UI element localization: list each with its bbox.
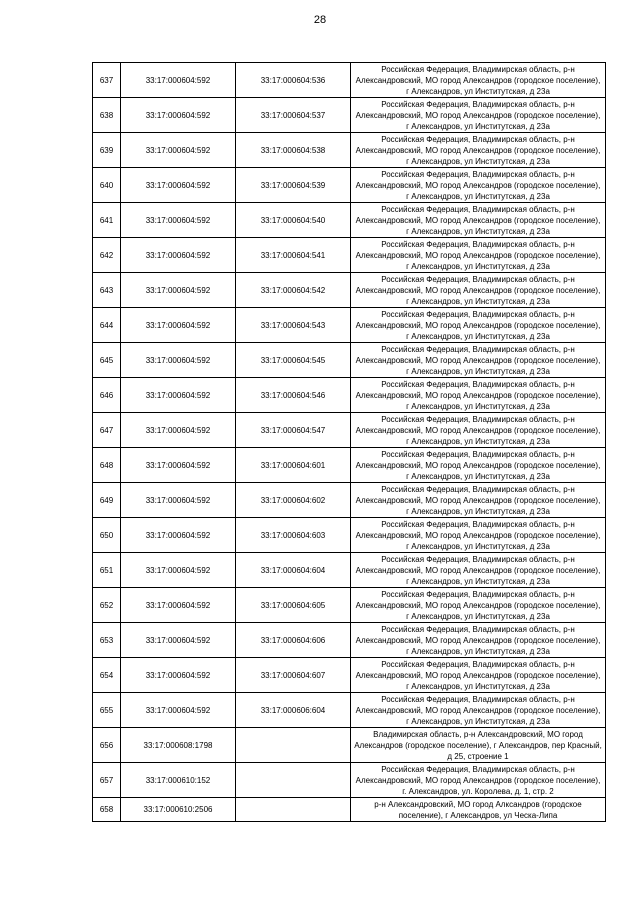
cadastral-number: 33:17:000604:543 <box>236 308 351 343</box>
row-number: 656 <box>93 728 121 763</box>
parent-cadastral-number: 33:17:000604:592 <box>121 203 236 238</box>
table-row <box>93 553 606 588</box>
table-row <box>93 588 606 623</box>
cadastral-number: 33:17:000604:542 <box>236 273 351 308</box>
table-row <box>93 658 606 693</box>
address-cell: Российская Федерация, Владимирская область, р-н Александровский, МО город Александров (городское поселение), г Александров, ул Институтская, д 23а <box>351 98 606 133</box>
table-row <box>93 133 606 168</box>
parent-cadastral-number: 33:17:000604:592 <box>121 413 236 448</box>
table-row <box>93 168 606 203</box>
address-cell: Российская Федерация, Владимирская область, р-н Александровский, МО город Александров (городское поселение), г Александров, ул Институтская, д 23а <box>351 483 606 518</box>
address-cell: Российская Федерация, Владимирская область, р-н Александровский, МО город Александров (городское поселение), г Александров, ул Институтская, д 23а <box>351 693 606 728</box>
parent-cadastral-number: 33:17:000604:592 <box>121 588 236 623</box>
table-row <box>93 343 606 378</box>
cadastral-number <box>236 728 351 763</box>
table-row <box>93 238 606 273</box>
cadastral-number: 33:17:000604:538 <box>236 133 351 168</box>
address-cell: Российская Федерация, Владимирская область, р-н Александровский, МО город Александров (городское поселение), г Александров, ул Институтская, д 23а <box>351 658 606 693</box>
table-row <box>93 623 606 658</box>
row-number: 654 <box>93 658 121 693</box>
parent-cadastral-number: 33:17:000604:592 <box>121 448 236 483</box>
cadastral-number: 33:17:000604:606 <box>236 623 351 658</box>
parent-cadastral-number: 33:17:000604:592 <box>121 133 236 168</box>
registry-table <box>92 62 606 822</box>
table-row <box>93 98 606 133</box>
address-cell: Российская Федерация, Владимирская область, р-н Александровский, МО город Александров (городское поселение), г Александров, ул Институтская, д 23а <box>351 168 606 203</box>
parent-cadastral-number: 33:17:000604:592 <box>121 343 236 378</box>
row-number: 643 <box>93 273 121 308</box>
cadastral-number: 33:17:000604:605 <box>236 588 351 623</box>
row-number: 639 <box>93 133 121 168</box>
row-number: 642 <box>93 238 121 273</box>
address-cell: Российская Федерация, Владимирская область, р-н Александровский, МО город Александров (городское поселение), г Александров, ул Институтская, д 23а <box>351 588 606 623</box>
parent-cadastral-number: 33:17:000604:592 <box>121 168 236 203</box>
cadastral-number: 33:17:000604:603 <box>236 518 351 553</box>
address-cell: Российская Федерация, Владимирская область, р-н Александровский, МО город Александров (городское поселение), г Александров, ул Институтская, д 23а <box>351 518 606 553</box>
row-number: 649 <box>93 483 121 518</box>
address-cell: Владимирская область, р-н Александровский, МО город Александров (городское поселение), г Александров, пер Красный, д 25, строение 1 <box>351 728 606 763</box>
parent-cadastral-number: 33:17:000604:592 <box>121 273 236 308</box>
row-number: 651 <box>93 553 121 588</box>
parent-cadastral-number: 33:17:000604:592 <box>121 518 236 553</box>
parent-cadastral-number: 33:17:000604:592 <box>121 658 236 693</box>
table-row <box>93 483 606 518</box>
parent-cadastral-number: 33:17:000604:592 <box>121 238 236 273</box>
row-number: 646 <box>93 378 121 413</box>
address-cell: Российская Федерация, Владимирская область, р-н Александровский, МО город Александров (городское поселение), г Александров, ул Институтская, д 23а <box>351 133 606 168</box>
parent-cadastral-number: 33:17:000604:592 <box>121 483 236 518</box>
row-number: 658 <box>93 798 121 822</box>
address-cell: Российская Федерация, Владимирская область, р-н Александровский, МО город Александров (городское поселение), г Александров, ул Институтская, д 23а <box>351 413 606 448</box>
cadastral-number: 33:17:000604:602 <box>236 483 351 518</box>
table-row <box>93 203 606 238</box>
table-row <box>93 273 606 308</box>
table-row <box>93 63 606 98</box>
cadastral-number: 33:17:000604:601 <box>236 448 351 483</box>
row-number: 655 <box>93 693 121 728</box>
cadastral-number: 33:17:000604:537 <box>236 98 351 133</box>
table-row <box>93 763 606 798</box>
address-cell: р-н Александровский, МО город Алксандров (городское поселение), г Александров, ул Ческа-Липа <box>351 798 606 822</box>
row-number: 657 <box>93 763 121 798</box>
address-cell: Российская Федерация, Владимирская область, р-н Александровский, МО город Александров (городское поселение), г Александров, ул Институтская, д 23а <box>351 378 606 413</box>
table-row <box>93 728 606 763</box>
row-number: 640 <box>93 168 121 203</box>
cadastral-number: 33:17:000604:547 <box>236 413 351 448</box>
table-row <box>93 518 606 553</box>
parent-cadastral-number: 33:17:000610:152 <box>121 763 236 798</box>
address-cell: Российская Федерация, Владимирская область, р-н Александровский, МО город Александров (городское поселение), г Александров, ул Институтская, д 23а <box>351 553 606 588</box>
row-number: 644 <box>93 308 121 343</box>
cadastral-number <box>236 798 351 822</box>
row-number: 653 <box>93 623 121 658</box>
registry-table-body <box>93 63 606 822</box>
row-number: 652 <box>93 588 121 623</box>
table-row <box>93 693 606 728</box>
address-cell: Российская Федерация, Владимирская область, р-н Александровский, МО город Александров (городское поселение), г Александров, ул Институтская, д 23а <box>351 623 606 658</box>
row-number: 647 <box>93 413 121 448</box>
parent-cadastral-number: 33:17:000604:592 <box>121 308 236 343</box>
cadastral-number: 33:17:000606:604 <box>236 693 351 728</box>
row-number: 645 <box>93 343 121 378</box>
address-cell: Российская Федерация, Владимирская область, р-н Александровский, МО город Александров (городское поселение), г Александров, ул Институтская, д 23а <box>351 273 606 308</box>
parent-cadastral-number: 33:17:000608:1798 <box>121 728 236 763</box>
table-row <box>93 378 606 413</box>
address-cell: Российская Федерация, Владимирская область, р-н Александровский, МО город Александров (городское поселение), г Александров, ул Институтская, д 23а <box>351 203 606 238</box>
parent-cadastral-number: 33:17:000604:592 <box>121 98 236 133</box>
address-cell: Российская Федерация, Владимирская область, р-н Александровский, МО город Александров (городское поселение), г Александров, ул Институтская, д 23а <box>351 343 606 378</box>
cadastral-number: 33:17:000604:539 <box>236 168 351 203</box>
cadastral-number: 33:17:000604:536 <box>236 63 351 98</box>
row-number: 637 <box>93 63 121 98</box>
parent-cadastral-number: 33:17:000604:592 <box>121 553 236 588</box>
address-cell: Российская Федерация, Владимирская область, р-н Александровский, МО город Александров (городское поселение), г. Александров, ул. Королева, д. 1, стр. 2 <box>351 763 606 798</box>
address-cell: Российская Федерация, Владимирская область, р-н Александровский, МО город Александров (городское поселение), г Александров, ул Институтская, д 23а <box>351 238 606 273</box>
row-number: 650 <box>93 518 121 553</box>
row-number: 641 <box>93 203 121 238</box>
parent-cadastral-number: 33:17:000610:2506 <box>121 798 236 822</box>
table-row <box>93 413 606 448</box>
cadastral-number: 33:17:000604:540 <box>236 203 351 238</box>
address-cell: Российская Федерация, Владимирская область, р-н Александровский, МО город Александров (городское поселение), г Александров, ул Институтская, д 23а <box>351 63 606 98</box>
cadastral-number: 33:17:000604:546 <box>236 378 351 413</box>
parent-cadastral-number: 33:17:000604:592 <box>121 378 236 413</box>
table-row <box>93 448 606 483</box>
table-row <box>93 798 606 822</box>
cadastral-number <box>236 763 351 798</box>
parent-cadastral-number: 33:17:000604:592 <box>121 693 236 728</box>
cadastral-number: 33:17:000604:604 <box>236 553 351 588</box>
address-cell: Российская Федерация, Владимирская область, р-н Александровский, МО город Александров (городское поселение), г Александров, ул Институтская, д 23а <box>351 308 606 343</box>
row-number: 648 <box>93 448 121 483</box>
address-cell: Российская Федерация, Владимирская область, р-н Александровский, МО город Александров (городское поселение), г Александров, ул Институтская, д 23а <box>351 448 606 483</box>
cadastral-number: 33:17:000604:541 <box>236 238 351 273</box>
row-number: 638 <box>93 98 121 133</box>
parent-cadastral-number: 33:17:000604:592 <box>121 63 236 98</box>
parent-cadastral-number: 33:17:000604:592 <box>121 623 236 658</box>
table-row <box>93 308 606 343</box>
cadastral-number: 33:17:000604:607 <box>236 658 351 693</box>
cadastral-number: 33:17:000604:545 <box>236 343 351 378</box>
page-number: 28 <box>313 14 327 26</box>
